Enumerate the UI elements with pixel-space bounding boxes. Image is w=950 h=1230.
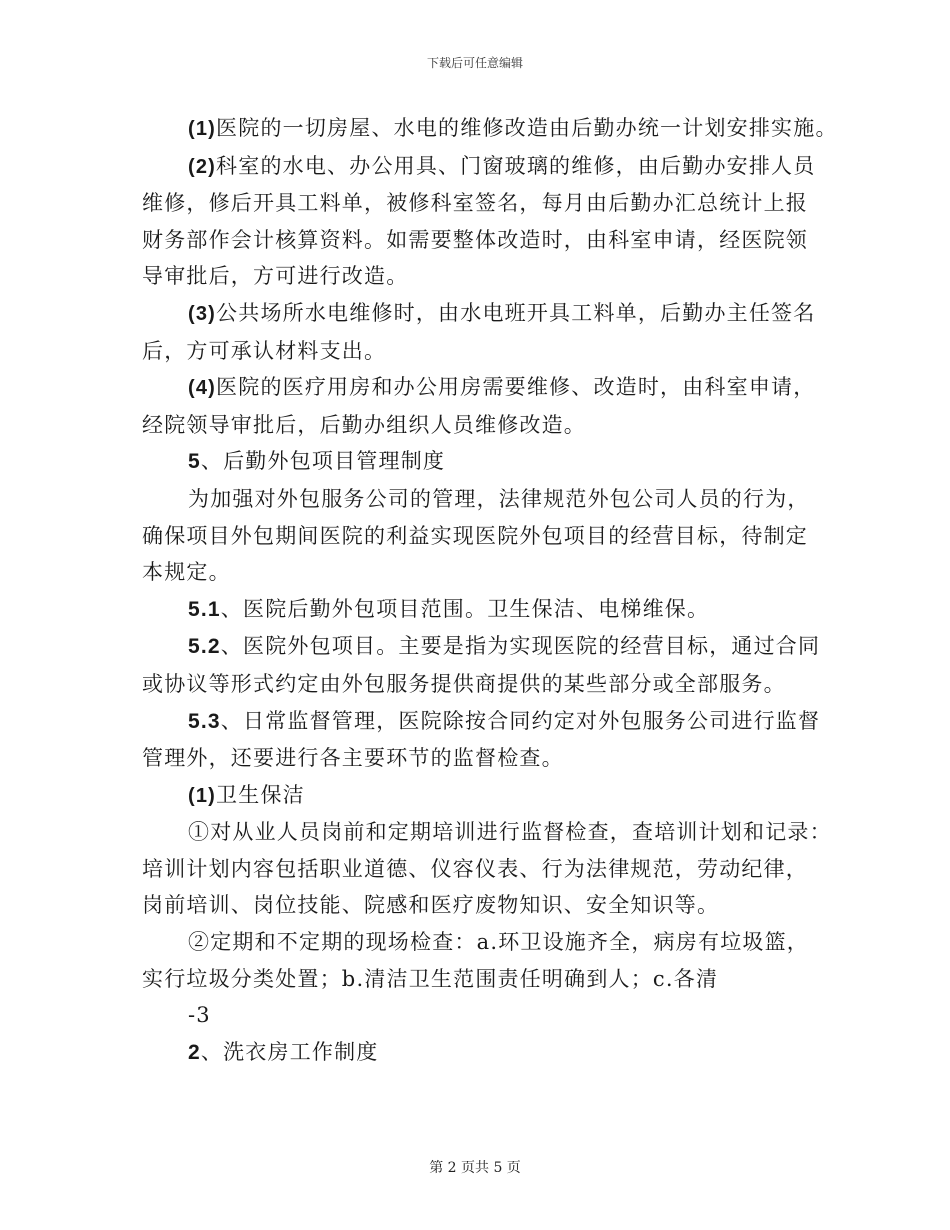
paragraph-line (142, 628, 821, 666)
line-text: 公共场所水电维修时，由水电班开具工料单，后勤办主任签名 (216, 300, 816, 325)
item-number: 5.2 (188, 635, 221, 659)
paragraph-line (142, 481, 814, 518)
section-heading (142, 443, 814, 481)
line-text: 维修，修后开具工料单，被修科室签名，每月由后勤办汇总统计上报 (142, 191, 808, 216)
line-text: 导审批后，方可进行改造。 (142, 264, 409, 289)
paragraph-line (142, 814, 832, 851)
line-text: 实行垃圾分类处置；b.清洁卫生范围责任明确到人；c.各清 (142, 966, 719, 991)
section-number: 5 (188, 450, 201, 474)
item-number: 5.3 (188, 709, 221, 733)
paragraph-line (142, 369, 814, 407)
line-text: 医院的医疗用房和办公用房需要维修、改造时，由科室申请， (216, 375, 816, 400)
line-text: 、医院后勤外包项目范围。卫生保洁、电梯维保。 (220, 596, 710, 621)
item-number: (3) (188, 302, 217, 325)
paragraph-line (142, 258, 814, 295)
paragraph-line (142, 518, 814, 555)
line-text: 、医院外包项目。主要是指为实现医院的经营目标，通过合同 (220, 634, 821, 659)
paragraph-line (142, 961, 814, 998)
paragraph-line (142, 924, 814, 961)
line-text: 岗前培训、岗位技能、院感和医疗废物知识、安全知识等。 (142, 893, 720, 918)
circled-number: ② (188, 930, 211, 955)
section-title: 、洗衣房工作制度 (200, 1039, 379, 1064)
paragraph-line (142, 740, 814, 777)
section-number: 2 (188, 1040, 201, 1064)
line-text: 对从业人员岗前和定期培训进行监督检查，查培训计划和记录： (210, 820, 832, 845)
paragraph-line (142, 148, 814, 186)
item-number: (1) (188, 118, 217, 140)
item-number: (1) (188, 784, 217, 807)
paragraph-line (142, 777, 814, 815)
paragraph-line (142, 295, 814, 333)
header-note: 下载后可任意编辑 (426, 56, 523, 70)
line-text: 卫生保洁 (216, 782, 305, 807)
paragraph-line (142, 851, 814, 888)
paragraph-line (142, 407, 814, 444)
paragraph-line (142, 110, 838, 148)
paragraph-line (142, 703, 821, 741)
paragraph-line (142, 333, 814, 370)
line-text: 为加强对外包服务公司的管理，法律规范外包公司人员的行为， (188, 486, 810, 511)
line-text: 、日常监督管理，医院除按合同约定对外包服务公司进行监督 (220, 708, 821, 733)
document-body (142, 110, 838, 1071)
paragraph-line (142, 554, 814, 591)
page-marker (142, 997, 814, 1034)
paragraph-line (142, 185, 814, 222)
line-text: 财务部作会计核算资料。如需要整体改造时，由科室申请，经医院领 (142, 227, 808, 252)
paragraph-line (142, 666, 814, 703)
line-text: 培训计划内容包括职业道德、仪容仪表、行为法律规范，劳动纪律， (142, 856, 808, 881)
line-text: 后，方可承认材料支出。 (142, 338, 387, 363)
paragraph-line (142, 887, 814, 924)
line-text: 本规定。 (142, 560, 231, 585)
page-footer: 第 2 页共 5 页 (429, 1160, 521, 1176)
line-text: 科室的水电、办公用具、门窗玻璃的维修，由后勤办安排人员 (216, 153, 816, 178)
item-number: (2) (188, 155, 217, 178)
item-number: (4) (188, 377, 217, 400)
line-text: 或协议等形式约定由外包服务提供商提供的某些部分或全部服务。 (142, 671, 786, 696)
circled-number: ① (188, 820, 211, 845)
section-heading (142, 1034, 814, 1072)
line-text: 确保项目外包期间医院的利益实现医院外包项目的经营目标，待制定 (142, 523, 808, 548)
line-text: -3 (188, 1003, 211, 1028)
paragraph-line (142, 591, 814, 629)
section-title: 、后勤外包项目管理制度 (200, 449, 446, 474)
line-text: 管理外，还要进行各主要环节的监督检查。 (142, 746, 564, 771)
line-text: 定期和不定期的现场检查：a.环卫设施齐全，病房有垃圾篮， (210, 930, 809, 955)
line-text: 经院领导审批后，后勤办组织人员维修改造。 (142, 412, 586, 437)
paragraph-line (142, 222, 814, 259)
line-text: 医院的一切房屋、水电的维修改造由后勤办统一计划安排实施。 (216, 116, 838, 140)
item-number: 5.1 (188, 597, 221, 621)
